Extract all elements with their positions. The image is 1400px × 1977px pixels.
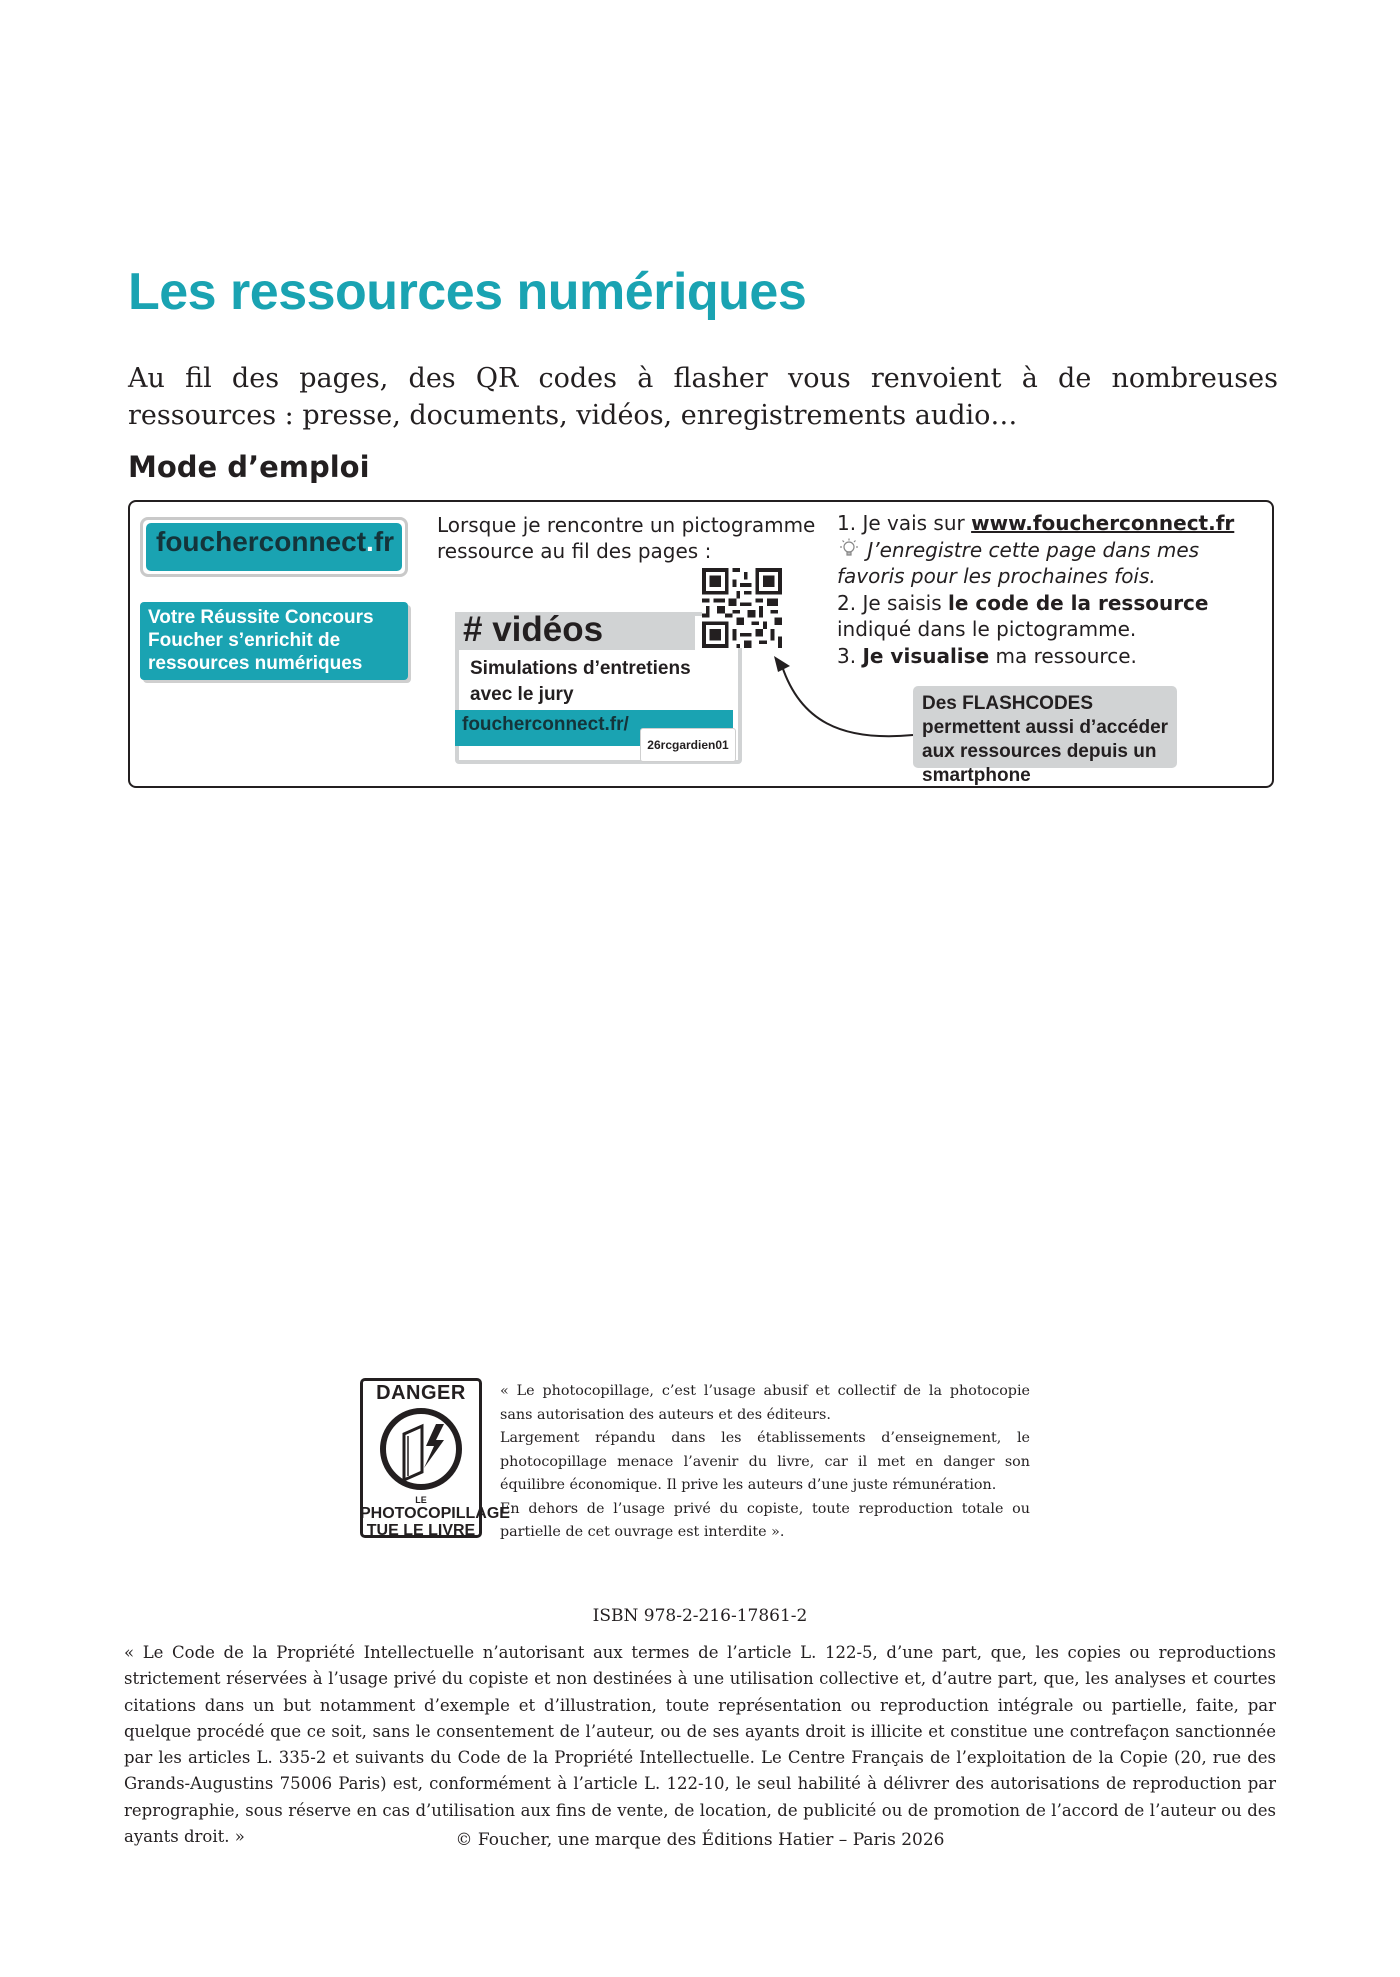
quote-paragraph: En dehors de l’usage privé du copiste, toute reproduction totale ou partielle de cet ouvrage est interdite ».: [500, 1500, 1030, 1540]
flashcodes-note: Des FLASHCODES permettent aussi d’accéder aux ressources depuis un smartphone: [922, 693, 1169, 786]
foucherconnect-logo-text: foucherconnect.fr: [156, 526, 395, 557]
reussite-banner-text: Votre Réussite Concours Foucher s’enrichit de ressources numériques: [148, 607, 374, 674]
qr-code-icon: [702, 568, 782, 648]
step-1: 1. Je vais sur www.foucherconnect.fr: [837, 511, 1235, 535]
pictogram-url: foucherconnect.fr/: [462, 714, 629, 735]
pictogram-tag: # vidéos: [463, 610, 604, 649]
arrow-icon: [770, 650, 930, 750]
steps-list: [837, 510, 1267, 669]
step-2: 2. Je saisis le code de la ressource indiqué dans le pictogramme.: [837, 590, 1209, 641]
legal-notice: « Le Code de la Propriété Intellectuelle n’autorisant aux termes de l’article L. 122-5, d’une part, que, les copies ou reproductions strictement réservées à l’usage privé du copiste et non destinées à une utilisation collective et, d’autre part, que, les analyses et courtes citations dans un but notamment d’exemple et d’illustration, toute représentation ou reproduction intégrale ou partielle, faite, par quelque procédé que ce soit, sans le consentement de l’auteur, ou de ses ayants droit is illicite et constitue une contrefaçon sanctionnée par les articles L. 335-2 et suivants du Code de la Propriété Intellectuelle. Le Centre Français de l’exploitation de la Copie (20, rue des Grands-Augustins 75006 Paris) est, conformément à l’article L. 122-10, le seul habilité à délivrer des autorisations de reproduction par reprographie, sous réserve en cas d’utilisation aux fins de vente, de location, de publicité ou de promotion de l’accord de l’auteur ou des ayants droit. »: [124, 1643, 1276, 1847]
quote-paragraph: « Le photocopillage, c’est l’usage abusif et collectif de la photocopie sans autorisation des auteurs et des éditeurs.: [500, 1383, 1030, 1423]
photocopy-quote: [500, 1380, 1030, 1545]
danger-footer: LE PHOTOCOPILLAGE TUE LE LIVRE: [360, 1495, 510, 1539]
quote-paragraph: Largement répandu dans les établissements d’enseignement, le photocopillage menace l’avenir du livre, car il met en danger son équilibre économique. Il prive les auteurs d’une juste rémunération.: [500, 1430, 1030, 1493]
isbn: ISBN 978-2-216-17861-2: [592, 1606, 808, 1626]
section-heading: Mode d’emploi: [128, 450, 370, 484]
pictogram-code: 26rcgardien01: [640, 728, 736, 762]
pictogram-intro: Lorsque je rencontre un pictogramme ressource au fil des pages :: [437, 513, 816, 563]
photocopy-danger-icon: [378, 1406, 464, 1492]
lightbulb-icon: [837, 538, 861, 560]
pictogram-subtitle: Simulations d’entretiens avec le jury: [470, 658, 691, 705]
foucherconnect-link[interactable]: www.foucherconnect.fr: [971, 511, 1235, 535]
intro-paragraph: Au fil des pages, des QR codes à flasher vous renvoient à de nombreuses ressources : presse, documents, vidéos, enregistrements audio…: [128, 363, 1278, 431]
step-tip: J’enregistre cette page dans mes favoris pour les prochaines fois.: [837, 537, 1200, 588]
page-title: Les ressources numériques: [128, 263, 807, 321]
danger-title: DANGER: [376, 1382, 466, 1404]
step-3: 3. Je visualise ma ressource.: [837, 643, 1137, 668]
copyright: © Foucher, une marque des Éditions Hatier – Paris 2026: [455, 1830, 945, 1850]
